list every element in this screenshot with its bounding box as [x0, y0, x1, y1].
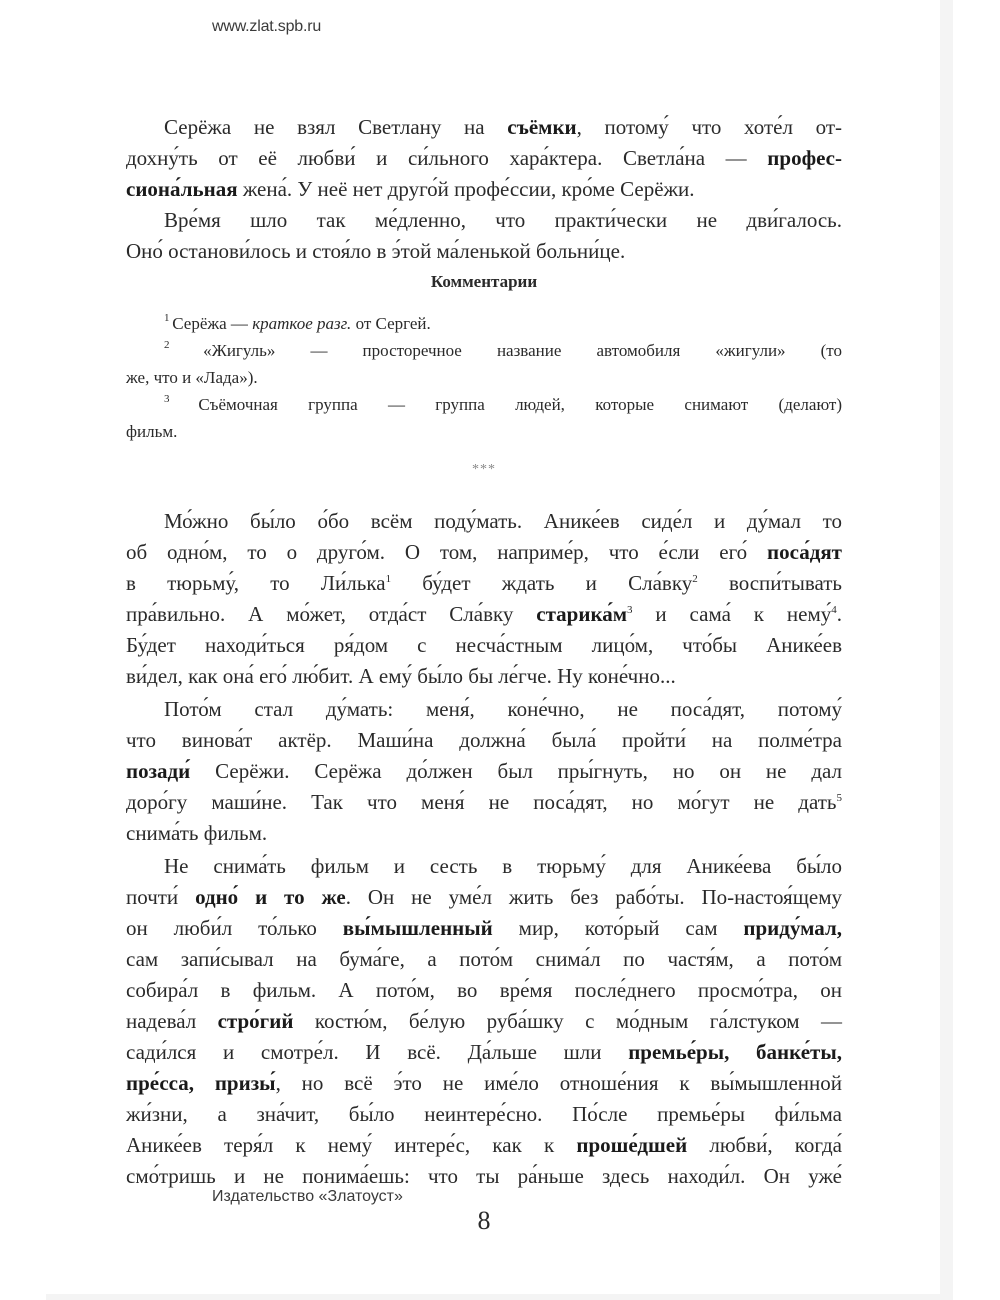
text-run: , но всё э́то не име́ло отноше́ния к вы́мышленной [275, 1071, 843, 1095]
text-run: бу́дет ждать и Сла́вку [391, 571, 693, 595]
bold-term: вы́мышленный [342, 916, 493, 940]
text-run: об одно́м, то о друго́м. О том, наприме́р, что е́сли его́ [126, 540, 768, 564]
text-run: фильм. [126, 422, 178, 441]
footnote-number: 3 [164, 393, 199, 405]
text-line [126, 1068, 842, 1099]
text-line [126, 818, 842, 849]
text-line [126, 1037, 842, 1068]
text-line [126, 694, 842, 725]
paragraph [126, 506, 842, 692]
footnote-ref: 4 [831, 604, 837, 616]
text-run: сади́лся и смотре́л. И всё. Да́льше шли [126, 1040, 629, 1064]
text-line [126, 568, 842, 599]
text-run: Серёжи. Серёжа до́лжен был пры́гнуть, но он не дал [190, 759, 842, 783]
page-edge-shadow [940, 0, 953, 1300]
text-line [126, 1130, 842, 1161]
text-run: в тюрьму́, то Ли́лька [126, 571, 386, 595]
text-run: же, что и «Лада»). [126, 368, 258, 387]
paragraph [126, 694, 842, 849]
footnote-ref: 2 [692, 573, 698, 585]
section-separator: *** [472, 462, 496, 477]
publisher-footer: Издательство «Златоуст» [212, 1188, 403, 1205]
text-run: Серёжа — [172, 314, 253, 333]
text-run: дохну́ть от её любви́ и си́льного хара́ктера. Светла́на — [126, 146, 768, 170]
text-run: любви́, когда́ [687, 1133, 842, 1157]
text-line [126, 882, 842, 913]
text-block-intro [126, 112, 842, 267]
bold-term: премье́ры, банке́ты, [628, 1040, 842, 1064]
footnote-line [126, 418, 842, 445]
text-run: «Жигуль» — просторечное название автомобиля «жигули» (то [203, 341, 843, 360]
text-run: сам запи́сывал на бума́ге, а пото́м снима́л по частя́м, а пото́м [126, 947, 842, 971]
text-run: Не снима́ть фильм и сесть в тюрьму́ для Анике́ева бы́ло [164, 854, 842, 878]
footnotes-list [126, 310, 842, 445]
text-line [126, 1006, 842, 1037]
text-line [126, 112, 842, 143]
text-run: костю́м, бе́лую руба́шку с мо́дным га́лстуком — [293, 1009, 842, 1033]
text-run: Серёжа не взял Светлану на [164, 115, 508, 139]
text-run: Съёмочная группа — группа людей, которые снимают (делают) [198, 395, 843, 414]
text-run: мир, кото́рый сам [492, 916, 744, 940]
bold-term: приду́мал, [743, 916, 843, 940]
text-run: и сама́ к нему́ [632, 602, 832, 626]
text-run: . Он не уме́л жить без рабо́ты. По-настоя́щему [345, 885, 842, 909]
text-line [126, 174, 842, 205]
footnote-number: 1 [164, 312, 173, 324]
footnote-number: 2 [164, 339, 204, 351]
text-run: надева́л [126, 1009, 218, 1033]
footnote-ref: 5 [836, 792, 842, 804]
text-run: Мо́жно бы́ло о́бо всём поду́мать. Анике́ев сиде́л и ду́мал то [164, 509, 842, 533]
paragraph [126, 851, 842, 1192]
text-line [126, 913, 842, 944]
footnote-ref: 1 [385, 573, 392, 585]
italic-term: краткое разг. [252, 314, 352, 333]
text-line [126, 975, 842, 1006]
footnote-line [126, 337, 842, 364]
text-run: что винова́т актёр. Маши́на должна́ была́ пройти́ на полме́тра [126, 728, 842, 752]
text-run: собира́л в фильм. А пото́м, во вре́мя после́днего просмо́тра, он [126, 978, 842, 1002]
text-line [126, 787, 842, 818]
text-run: . [836, 602, 842, 626]
text-run: доро́гу маши́не. Так что меня́ не поса́дят, но мо́гут не дать [126, 790, 837, 814]
text-run: от Сергей. [351, 314, 431, 333]
text-line [126, 725, 842, 756]
bold-term: стро́гий [217, 1009, 294, 1033]
text-line [126, 236, 842, 267]
footnote-line [126, 391, 842, 418]
bold-term: поса́дят [767, 540, 842, 564]
text-run: Пото́м стал ду́мать: меня́, коне́чно, не поса́дят, потому́ [164, 697, 842, 721]
text-line [126, 944, 842, 975]
text-run: Бу́дет находи́ться ря́дом с несча́стным лицо́м, что́бы Анике́ев [126, 633, 842, 657]
text-run: снима́ть фильм. [126, 821, 268, 845]
text-run: воспи́тывать [697, 571, 842, 595]
text-line [126, 205, 842, 236]
text-line [126, 506, 842, 537]
bold-term: пре́сса, призы́ [126, 1071, 276, 1095]
footnote-line [126, 310, 842, 337]
page-bottom-edge [46, 1294, 940, 1300]
page-number: 8 [477, 1206, 491, 1235]
text-run: Оно́ останови́лось и стоя́ло в э́той ма́ленькой больни́це. [126, 239, 626, 263]
text-run: смо́тришь и не понима́ешь: что ты ра́ньше здесь находи́л. Он уже́ [126, 1164, 842, 1188]
bold-term: одно́ и то же [195, 885, 346, 909]
bold-term: сиона́льная [126, 177, 238, 201]
text-line [126, 756, 842, 787]
text-line [126, 537, 842, 568]
text-run: он люби́л то́лько [126, 916, 343, 940]
footnote-ref: 3 [627, 604, 633, 616]
bold-term: позади́ [126, 759, 191, 783]
text-line [126, 1099, 842, 1130]
bold-term: съёмки [507, 115, 577, 139]
site-url-header: www.zlat.spb.ru [212, 18, 322, 35]
text-line [126, 630, 842, 661]
text-line [126, 851, 842, 882]
text-run: Вре́мя шло так ме́дленно, что практи́чески не дви́галось. [164, 208, 842, 232]
bold-term: профес- [767, 146, 842, 170]
bold-term: проше́дшей [576, 1133, 688, 1157]
text-run: Анике́ев теря́л к нему́ интере́с, как к [126, 1133, 577, 1157]
text-run: пра́вильно. А мо́жет, отда́ст Сла́вку [126, 602, 537, 626]
footnote-line [126, 364, 842, 391]
bold-term: старика́м [536, 602, 628, 626]
text-run: почти́ [126, 885, 196, 909]
comments-heading: Комментарии [430, 272, 538, 291]
text-line [126, 661, 842, 692]
text-block-main [126, 506, 842, 1194]
text-run: ви́дел, как она́ его́ лю́бит. А ему́ бы́ло бы ле́гче. Ну коне́чно... [126, 664, 676, 688]
text-run: , потому́ что хоте́л от- [576, 115, 843, 139]
text-line [126, 143, 842, 174]
text-line [126, 599, 842, 630]
text-run: жи́зни, а зна́чит, бы́ло неинтере́сно. По́сле премье́ры фи́льма [126, 1102, 842, 1126]
text-run: жена́. У неё нет друго́й профе́ссии, кро́ме Серёжи. [237, 177, 695, 201]
